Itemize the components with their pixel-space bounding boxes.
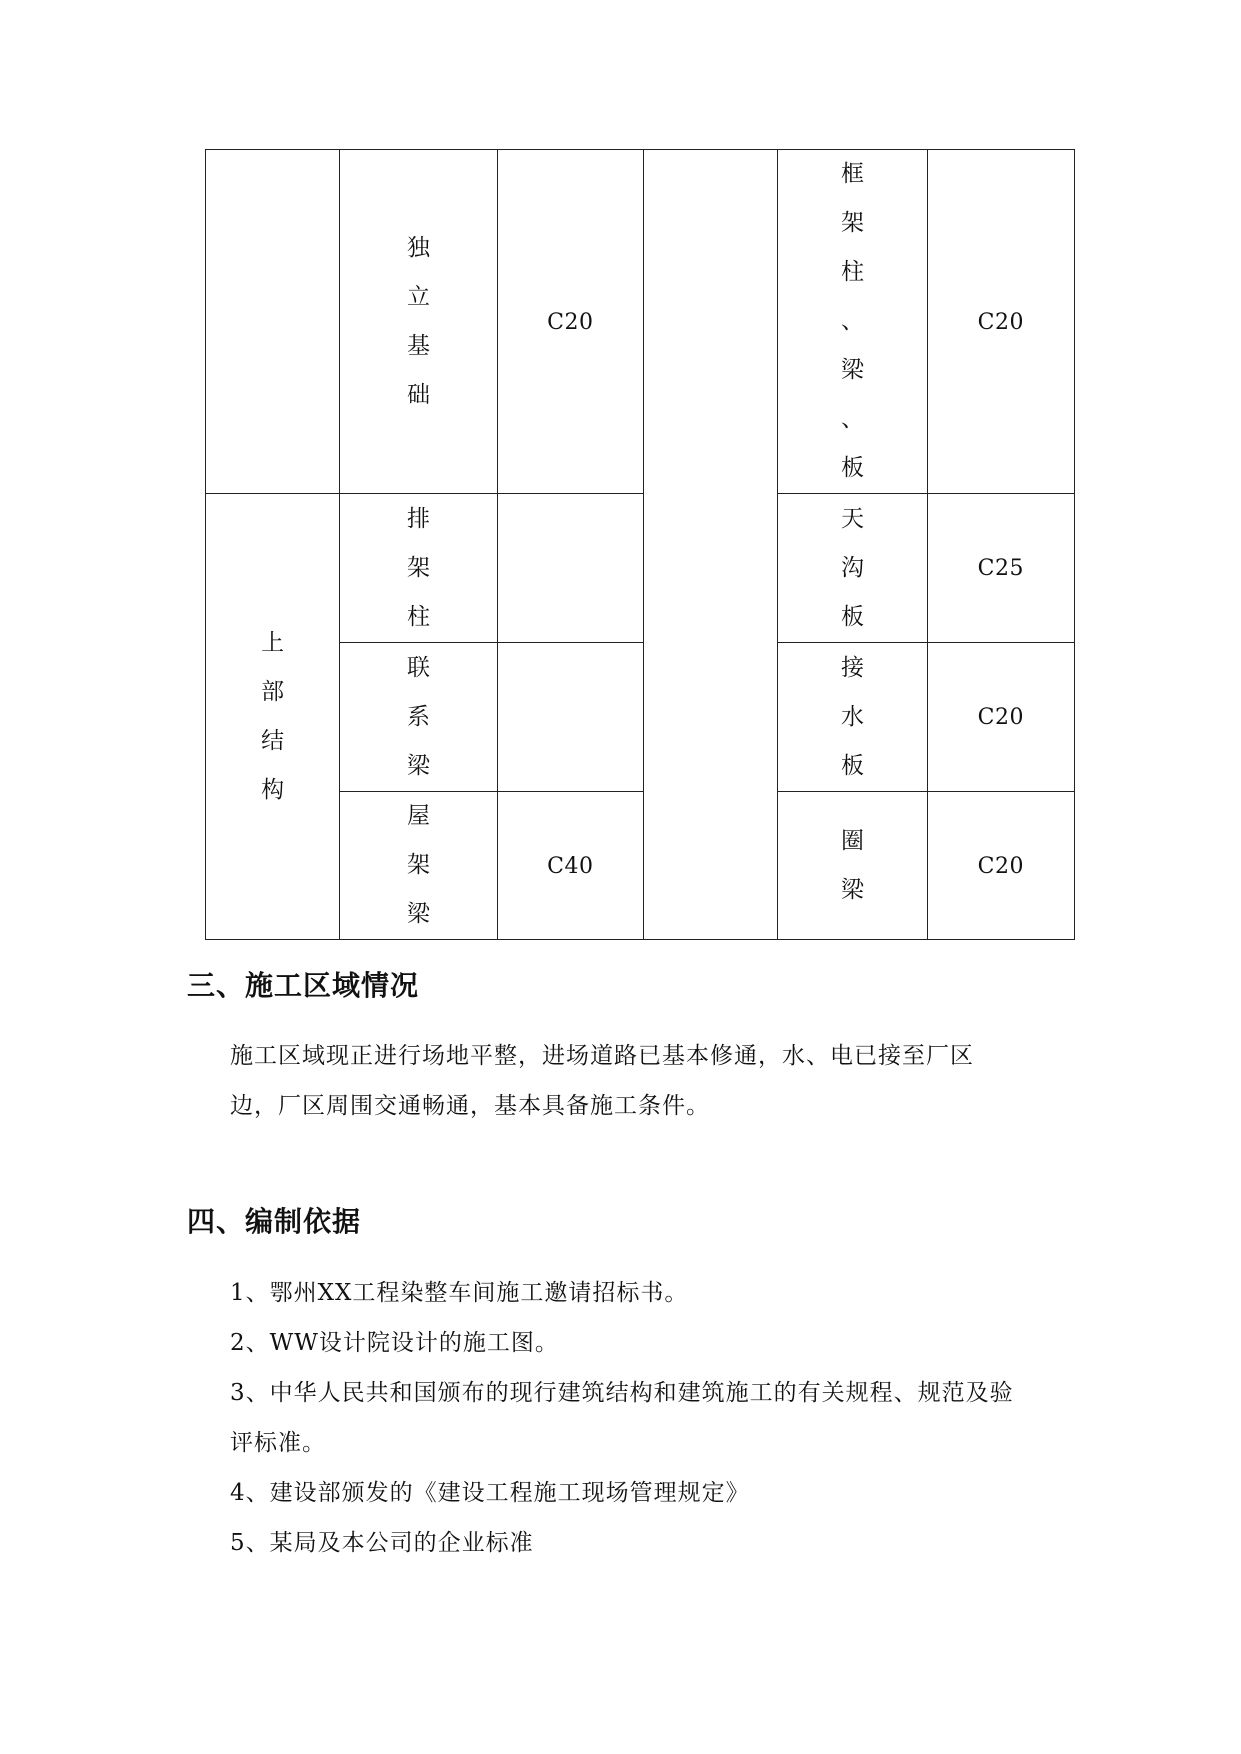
table-cell xyxy=(927,643,1074,792)
component-name: 独立基础 xyxy=(406,234,430,408)
table-cell xyxy=(927,494,1074,643)
component-name: 排架柱 xyxy=(406,505,430,630)
table-cell xyxy=(778,643,927,792)
table-cell xyxy=(778,494,927,643)
component-name: 屋架梁 xyxy=(406,803,430,927)
table-cell-merged xyxy=(643,150,777,940)
concrete-grade: C20 xyxy=(977,309,1024,335)
table-cell xyxy=(497,150,643,494)
table-cell xyxy=(340,792,497,940)
table-cell xyxy=(778,792,927,940)
table-cell-group xyxy=(206,494,340,940)
table-cell xyxy=(497,643,643,792)
basis-item: 5、某局及本公司的企业标准 xyxy=(230,1530,534,1556)
table-cell xyxy=(927,792,1074,940)
basis-list xyxy=(230,1268,1020,1568)
basis-item: 4、建设部颁发的《建设工程施工现场管理规定》 xyxy=(230,1480,750,1506)
table-cell xyxy=(497,494,643,643)
table-cell xyxy=(206,150,340,494)
concrete-grade: C20 xyxy=(547,309,594,335)
section-3-heading: 三、施工区域情况 xyxy=(187,969,420,1002)
concrete-grade: C40 xyxy=(547,853,594,879)
basis-item: 1、鄂州XX工程染整车间施工邀请招标书。 xyxy=(230,1280,689,1306)
component-name: 框架柱、梁、板 xyxy=(840,161,864,481)
table-cell xyxy=(340,150,497,494)
table-cell xyxy=(927,150,1074,494)
table-row xyxy=(206,494,1075,643)
group-label: 上部结构 xyxy=(261,629,285,803)
component-name: 圈梁 xyxy=(840,827,864,903)
component-name: 天沟板 xyxy=(840,505,864,630)
table-cell xyxy=(340,494,497,643)
table-row xyxy=(206,150,1075,494)
basis-item: 3、中华人民共和国颁布的现行建筑结构和建筑施工的有关规程、规范及验评标准。 xyxy=(230,1380,1014,1456)
concrete-grade: C20 xyxy=(977,705,1024,730)
component-name: 联系梁 xyxy=(406,654,430,779)
structure-concrete-table xyxy=(205,149,1075,940)
basis-item: 2、WW设计院设计的施工图。 xyxy=(230,1330,559,1356)
table-cell xyxy=(340,643,497,792)
concrete-grade: C20 xyxy=(977,853,1024,879)
component-name: 接水板 xyxy=(840,654,864,779)
table-cell xyxy=(497,792,643,940)
table-cell xyxy=(778,150,927,494)
concrete-grade: C25 xyxy=(977,556,1024,581)
section-3-body: 施工区域现正进行场地平整，进场道路已基本修通，水、电已接至厂区边，厂区周围交通畅通，基本具备施工条件。 xyxy=(230,1043,974,1119)
section-4-heading: 四、编制依据 xyxy=(187,1205,362,1238)
